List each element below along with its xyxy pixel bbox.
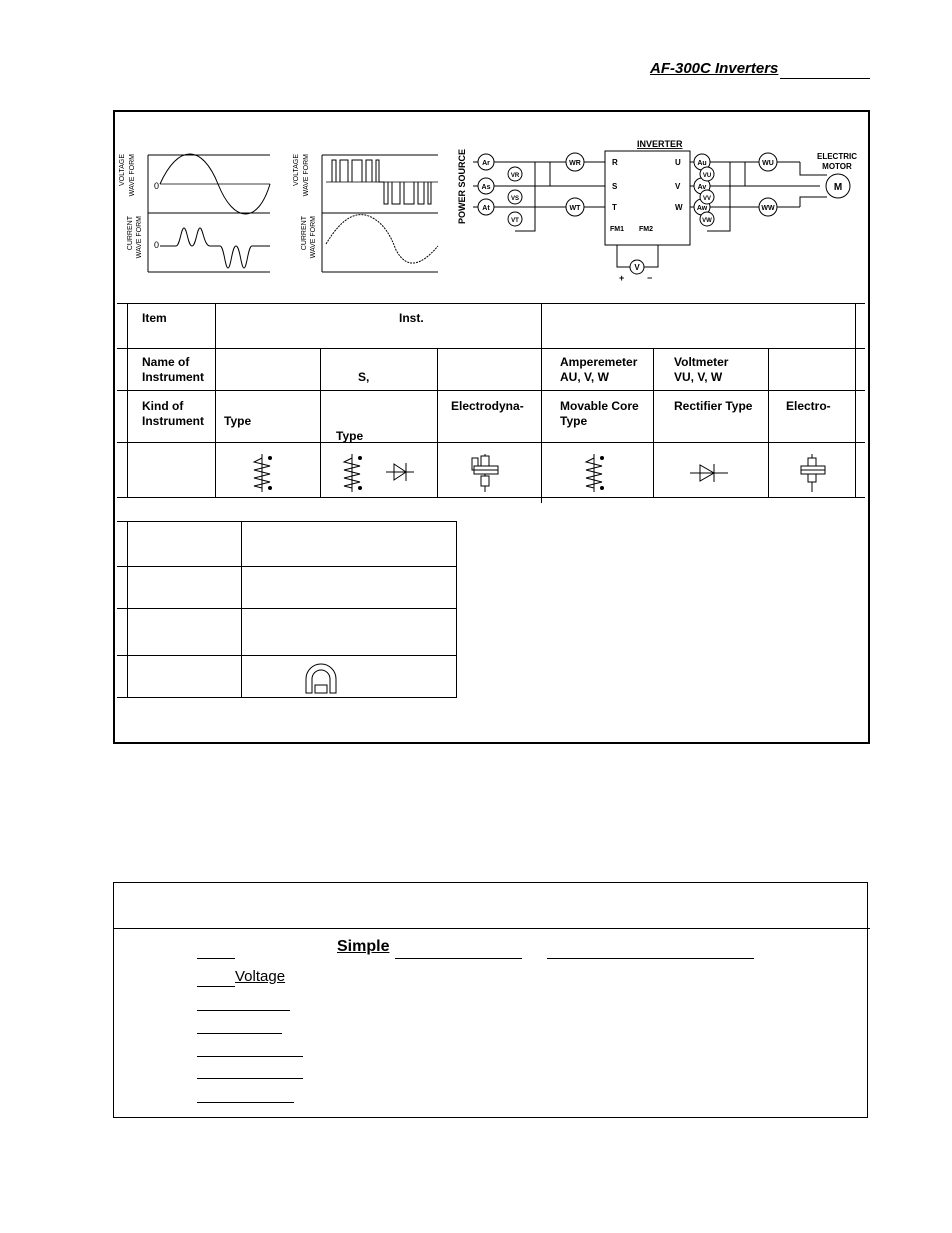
lower-text-box bbox=[113, 882, 868, 1118]
meter-label: Av bbox=[697, 184, 707, 191]
meter-label: WU bbox=[762, 160, 774, 167]
rectifier-symbol-icon bbox=[688, 455, 730, 491]
meter-label: VU bbox=[702, 173, 712, 179]
meter-label: VV bbox=[702, 196, 712, 202]
current-label-line2: WAVE FORM bbox=[136, 216, 143, 259]
meter-label: WW bbox=[761, 205, 775, 212]
meter-label: WR bbox=[569, 160, 581, 167]
current-wave-label-1 bbox=[126, 214, 148, 274]
rectifier-moving-symbol-icon bbox=[338, 452, 418, 494]
kind-cell-type: Type bbox=[224, 414, 252, 428]
electrodynamic-symbol-icon bbox=[468, 452, 504, 494]
kind-cell-movable-core: Movable Core bbox=[560, 399, 639, 413]
meter-label: At bbox=[482, 205, 490, 212]
fm-terminal-label: FM2 bbox=[639, 226, 653, 233]
kind-cell-type: Type bbox=[336, 429, 364, 443]
name-cell-amperemeter: Amperemeter bbox=[560, 355, 638, 369]
polarity-plus: + bbox=[619, 273, 625, 283]
page-header-title: AF-300C Inverters bbox=[650, 60, 779, 77]
current-wave-label-2 bbox=[300, 214, 322, 274]
name-cell-s: S, bbox=[358, 370, 370, 384]
meter-label: WT bbox=[569, 205, 581, 212]
name-cell-amperemeter-sub: AU, V, W bbox=[560, 370, 609, 384]
voltage-label: Voltage bbox=[235, 968, 286, 985]
meter-label: Au bbox=[697, 160, 707, 167]
movable-core-symbol-icon bbox=[580, 452, 610, 494]
zero-label: 0 bbox=[154, 181, 160, 191]
kind-cell-electrodyna: Electrodyna- bbox=[451, 399, 524, 413]
terminal-label: V bbox=[675, 182, 681, 191]
zero-label: 0 bbox=[154, 240, 160, 250]
meter-label: VW bbox=[702, 218, 712, 224]
header-inst: Inst. bbox=[399, 311, 424, 325]
terminal-label: T bbox=[612, 203, 617, 212]
motor-symbol-label: M bbox=[833, 182, 843, 193]
terminal-label: W bbox=[675, 203, 683, 212]
meter-label: As bbox=[481, 184, 491, 191]
fm-terminal-label: FM1 bbox=[610, 226, 624, 233]
terminal-label: U bbox=[675, 158, 681, 167]
header-item: Item bbox=[142, 311, 167, 325]
kind-cell-rectifier: Rectifier Type bbox=[674, 399, 753, 413]
inverter-label: INVERTER bbox=[637, 139, 683, 149]
moving-iron-symbol-icon bbox=[248, 452, 278, 494]
voltage-label-line2: WAVE FORM bbox=[129, 154, 136, 197]
row-label-kind-of-instrument: Kind of bbox=[142, 399, 184, 413]
row-label-kind-of-instrument: Instrument bbox=[142, 414, 205, 428]
row-label-name-of-instrument: Instrument bbox=[142, 370, 205, 384]
meter-label: VR bbox=[510, 173, 520, 179]
power-source-label: POWER SOURCE bbox=[457, 149, 467, 225]
kind-cell-movable-core-type: Type bbox=[560, 414, 588, 428]
kind-cell-electro: Electro- bbox=[786, 399, 831, 413]
meter-label: V bbox=[634, 263, 640, 272]
polarity-minus: − bbox=[647, 273, 653, 283]
electric-motor-label: MOTOR bbox=[822, 162, 852, 171]
meter-label: Ar bbox=[482, 160, 490, 167]
terminal-label: S bbox=[612, 182, 618, 191]
current-label-line1: CURRENT bbox=[301, 216, 308, 251]
voltage-label-line1: VOLTAGE bbox=[119, 154, 126, 187]
meter-label: VS bbox=[510, 196, 520, 202]
current-label-line2: WAVE FORM bbox=[310, 216, 317, 259]
permanent-magnet-symbol-icon bbox=[300, 663, 342, 695]
inverter-circuit-diagram bbox=[455, 135, 860, 285]
voltage-label-line2: WAVE FORM bbox=[303, 154, 310, 197]
meter-label: VT bbox=[511, 218, 519, 224]
current-label-line1: CURRENT bbox=[127, 216, 134, 251]
voltage-wave-label-1 bbox=[119, 152, 148, 212]
electrodynamic-symbol-2-icon bbox=[795, 452, 831, 494]
electric-motor-label: ELECTRIC bbox=[817, 152, 857, 161]
simple-label: Simple bbox=[337, 938, 390, 955]
name-cell-voltmeter-sub: VU, V, W bbox=[674, 370, 723, 384]
voltage-label-line1: VOLTAGE bbox=[293, 154, 300, 187]
header-rule bbox=[780, 78, 870, 79]
meter-label: Aw bbox=[696, 205, 708, 212]
voltage-wave-label-2 bbox=[293, 152, 322, 212]
name-cell-voltmeter: Voltmeter bbox=[674, 355, 729, 369]
terminal-label: R bbox=[612, 158, 618, 167]
row-label-name-of-instrument: Name of bbox=[142, 355, 190, 369]
